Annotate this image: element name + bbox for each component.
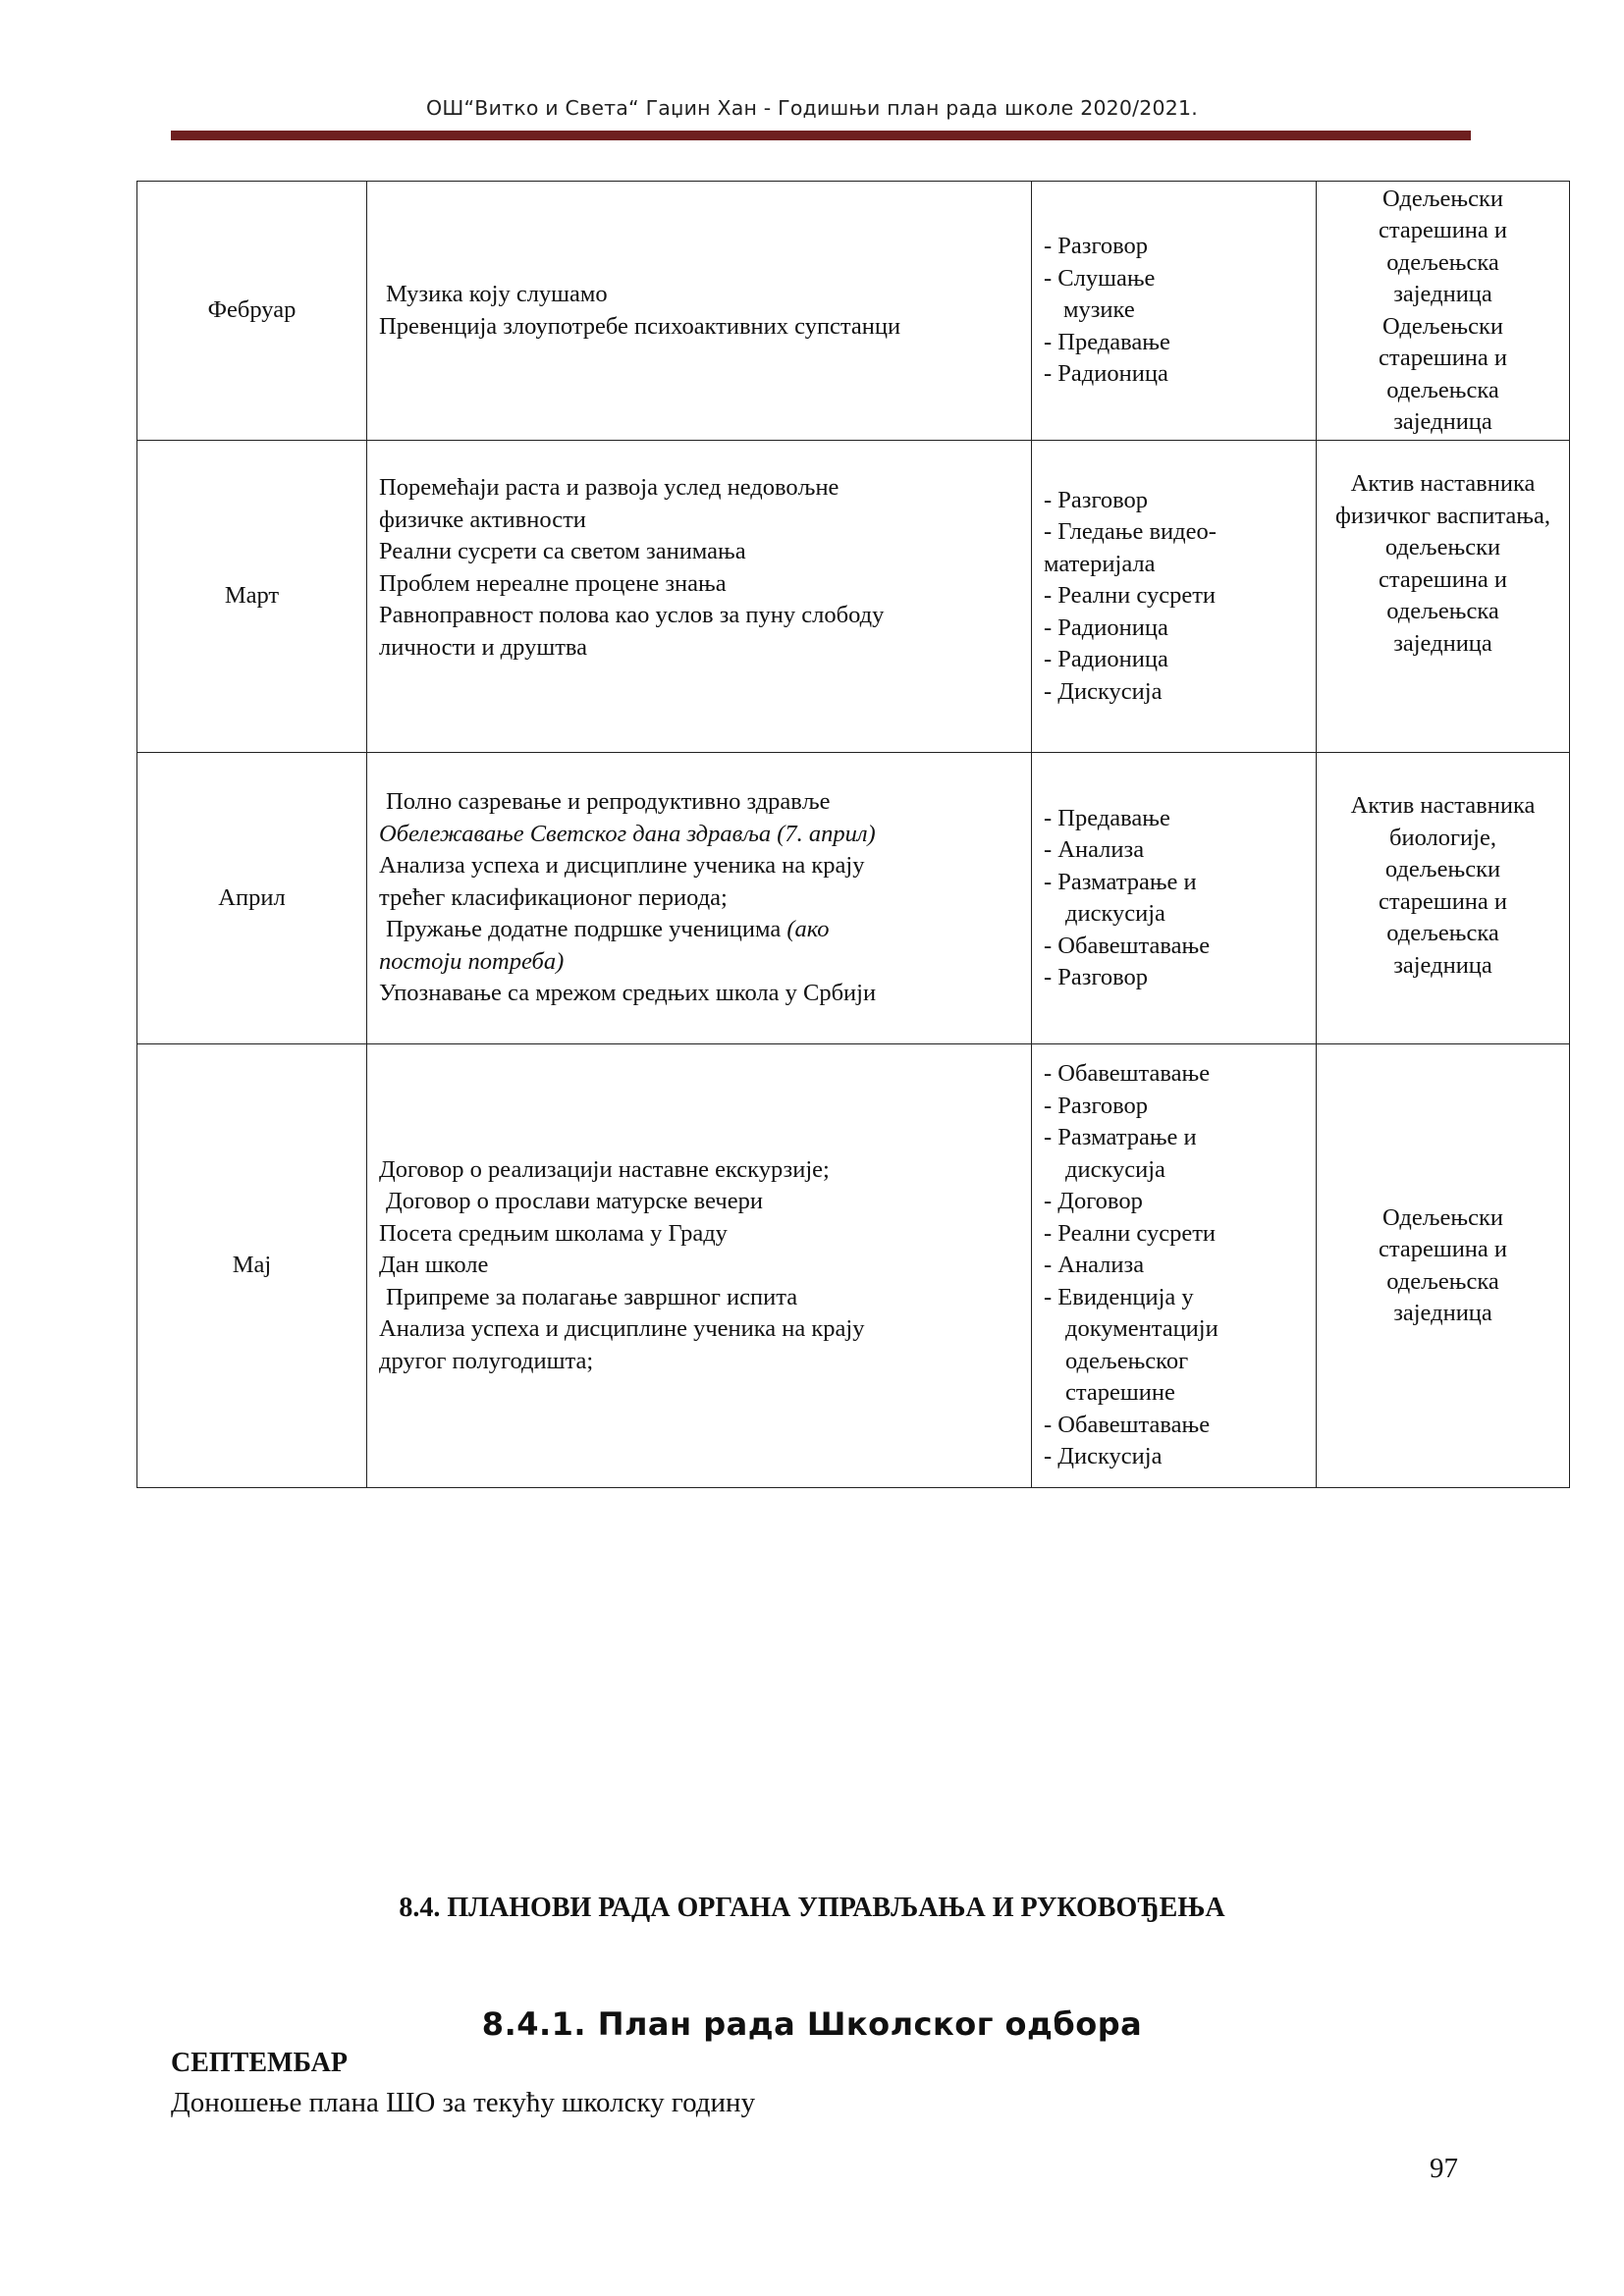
topic-note: (ако bbox=[786, 916, 830, 943]
topic-line: Дан школе bbox=[379, 1252, 489, 1279]
section-title: 8.4. ПЛАНОВИ РАДА ОРГАНА УПРАВЉАЊА И РУКОВОЂЕЊА bbox=[399, 1893, 1225, 1923]
responsible-line: заједница bbox=[1393, 951, 1492, 979]
responsible-line: Актив наставника bbox=[1350, 792, 1536, 819]
page-number: 97 bbox=[1430, 2153, 1458, 2184]
table-row bbox=[137, 441, 1570, 753]
method-line: материјала bbox=[1044, 550, 1156, 577]
topic-line: физичке активности bbox=[379, 506, 586, 533]
responsible-line: Актив наставника bbox=[1350, 470, 1536, 497]
method-line: музике bbox=[1063, 296, 1135, 324]
topic-line: Музика коју слушамо bbox=[386, 281, 608, 307]
method-line: - Реални сусрети bbox=[1044, 1219, 1217, 1247]
subsection-title: 8.4.1. План рада Школског одбора bbox=[481, 2005, 1143, 2043]
responsible-line: одељењска bbox=[1386, 1267, 1499, 1295]
month-heading: СЕПТЕМБАР bbox=[171, 2048, 348, 2078]
method-line: дискусија bbox=[1065, 1155, 1165, 1183]
method-line: - Радионица bbox=[1044, 360, 1168, 388]
method-line: дискусија bbox=[1065, 900, 1165, 927]
topic-line: Пружање додатне подршке ученицима bbox=[386, 916, 782, 943]
method-line: - Слушање bbox=[1044, 264, 1156, 292]
responsible-line: одељењска bbox=[1386, 248, 1499, 276]
topics-cell bbox=[367, 182, 1032, 441]
topic-line: Поремећаји раста и развоја услед недовољне bbox=[379, 474, 839, 501]
responsible-cell bbox=[1317, 1044, 1570, 1488]
method-line: - Гледање видео- bbox=[1044, 518, 1217, 546]
responsible-line: физичког васпитања, bbox=[1335, 502, 1550, 529]
month-cell: Март bbox=[137, 441, 367, 753]
topic-line: Анализа успеха и дисциплине ученика на крају bbox=[379, 1315, 865, 1343]
methods-cell bbox=[1032, 182, 1317, 441]
topics-cell bbox=[367, 441, 1032, 753]
responsible-line: Одељењски bbox=[1381, 1203, 1503, 1231]
topic-line: Превенција злоупотребе психоактивних супстанци bbox=[379, 312, 901, 340]
method-line: старешине bbox=[1065, 1379, 1175, 1407]
table-row bbox=[137, 182, 1570, 441]
plan-table bbox=[136, 181, 1570, 1488]
method-line: - Разматрање и bbox=[1044, 1124, 1197, 1151]
method-line: - Разговор bbox=[1044, 964, 1149, 990]
method-line: - Евиденција у bbox=[1044, 1283, 1194, 1310]
responsible-line: Одељењски bbox=[1381, 312, 1503, 340]
responsible-line: старешина и bbox=[1378, 217, 1508, 243]
responsible-line: заједница bbox=[1393, 281, 1492, 307]
responsible-line: старешина и bbox=[1378, 887, 1508, 915]
method-line: - Договор bbox=[1044, 1188, 1143, 1215]
responsible-line: старешина и bbox=[1378, 345, 1508, 371]
topics-cell bbox=[367, 1044, 1032, 1488]
method-line: - Разговор bbox=[1044, 233, 1149, 260]
running-header: ОШ“Витко и Света“ Гаџин Хан - Годишњи план рада школе 2020/2021. bbox=[426, 96, 1198, 120]
topic-line: Равноправност полова као услов за пуну слободу bbox=[379, 602, 885, 628]
methods-cell bbox=[1032, 1044, 1317, 1488]
responsible-line: старешина и bbox=[1378, 565, 1508, 593]
month-cell: Април bbox=[137, 753, 367, 1044]
method-line: - Радионица bbox=[1044, 614, 1168, 641]
topic-line: Договор о реализацији наставне екскурзије; bbox=[379, 1155, 830, 1183]
method-line: - Радионица bbox=[1044, 646, 1168, 673]
responsible-line: заједница bbox=[1393, 629, 1492, 657]
responsible-line: одељењска bbox=[1386, 598, 1499, 624]
responsible-line: одељењски bbox=[1384, 856, 1501, 882]
responsible-line: заједница bbox=[1393, 408, 1492, 435]
topic-line: трећег класификационог периода; bbox=[379, 883, 728, 911]
responsible-line: заједница bbox=[1393, 1300, 1492, 1326]
responsible-line: Одељењски bbox=[1381, 185, 1503, 212]
responsible-line: одељењска bbox=[1386, 920, 1499, 946]
method-line: - Предавање bbox=[1044, 804, 1170, 831]
topic-line: Припреме за полагање завршног испита bbox=[386, 1283, 798, 1310]
method-line: - Дискусија bbox=[1044, 1443, 1163, 1470]
topic-line: личности и друштва bbox=[379, 633, 588, 661]
month-cell: Фебруар bbox=[137, 182, 367, 441]
method-line: - Анализа bbox=[1044, 1252, 1145, 1279]
method-line: - Обавештавање bbox=[1044, 932, 1211, 959]
methods-cell bbox=[1032, 441, 1317, 753]
method-line: одељењског bbox=[1065, 1347, 1189, 1374]
body-paragraph: Доношење плана ШО за текућу школску годину bbox=[171, 2087, 756, 2118]
responsible-line: старешина и bbox=[1378, 1236, 1508, 1262]
method-line: - Обавештавање bbox=[1044, 1060, 1211, 1088]
method-line: - Реални сусрети bbox=[1044, 582, 1217, 610]
methods-cell bbox=[1032, 753, 1317, 1044]
method-line: - Разговор bbox=[1044, 1092, 1149, 1119]
topic-line: Договор о прослави матурске вечери bbox=[386, 1188, 763, 1215]
table-row bbox=[137, 753, 1570, 1044]
method-line: - Дискусија bbox=[1044, 677, 1163, 705]
method-line: - Предавање bbox=[1044, 328, 1170, 355]
method-line: документацији bbox=[1065, 1315, 1218, 1343]
topics-cell bbox=[367, 753, 1032, 1044]
topic-line: Посета средњим школама у Граду bbox=[379, 1219, 728, 1247]
responsible-cell bbox=[1317, 441, 1570, 753]
responsible-line: одељењски bbox=[1384, 534, 1501, 561]
table-row bbox=[137, 1044, 1570, 1488]
responsible-cell bbox=[1317, 182, 1570, 441]
method-line: - Анализа bbox=[1044, 836, 1145, 863]
method-line: - Разговор bbox=[1044, 486, 1149, 513]
topic-line: Анализа успеха и дисциплине ученика на крају bbox=[379, 852, 865, 880]
topic-line: Реални сусрети са светом занимања bbox=[379, 538, 746, 564]
topic-line: Упознавање са мрежом средњих школа у Србији bbox=[379, 980, 877, 1007]
method-line: - Обавештавање bbox=[1044, 1411, 1211, 1438]
topic-line: Полно сазревање и репродуктивно здравље bbox=[386, 788, 831, 816]
header-rule bbox=[171, 131, 1471, 140]
topic-line: другог полугодишта; bbox=[379, 1347, 594, 1374]
topic-line: Обележавање Светског дана здравља (7. април) bbox=[379, 820, 876, 847]
month-cell: Мај bbox=[137, 1044, 367, 1488]
topic-note: постоји потреба) bbox=[379, 947, 565, 975]
method-line: - Разматрање и bbox=[1044, 868, 1197, 895]
responsible-line: биологије, bbox=[1389, 824, 1496, 851]
responsible-line: одељењска bbox=[1386, 376, 1499, 403]
topic-line: Проблем нереалне процене знања bbox=[379, 569, 727, 597]
responsible-cell bbox=[1317, 753, 1570, 1044]
